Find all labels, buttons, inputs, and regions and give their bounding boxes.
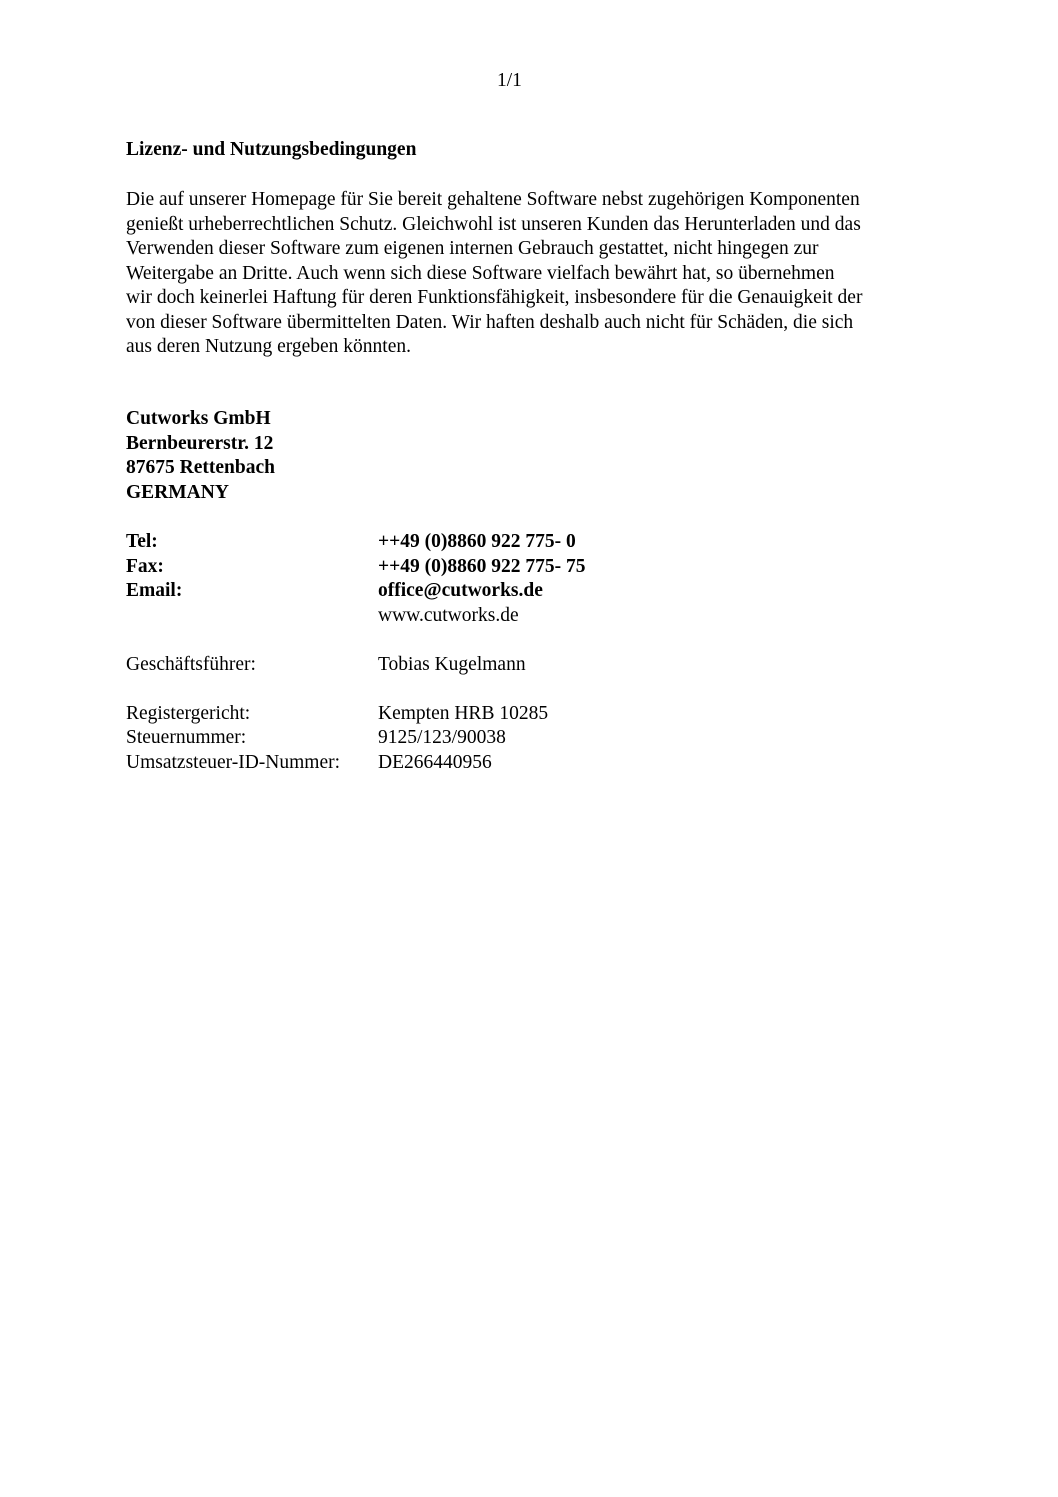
email-label: Email: — [126, 580, 183, 601]
paragraph-line: wir doch keinerlei Haftung für deren Funktionsfähigkeit, insbesondere für die Genauigkeit der — [126, 287, 863, 308]
paragraph-line: Verwenden dieser Software zum eigenen internen Gebrauch gestattet, nicht hingegen zur — [126, 238, 819, 259]
license-paragraph — [126, 188, 946, 360]
st-label: Steuernummer: — [126, 727, 247, 748]
fax-label: Fax: — [126, 556, 164, 577]
tel-value: ++49 (0)8860 922 775- 0 — [378, 531, 576, 552]
country: GERMANY — [126, 482, 229, 503]
gf-label: Geschäftsführer: — [126, 654, 256, 675]
paragraph-line: Die auf unserer Homepage für Sie bereit gehaltene Software nebst zugehörigen Komponenten — [126, 189, 860, 210]
st-value: 9125/123/90038 — [378, 727, 506, 748]
email-value[interactable]: office@cutworks.de — [378, 580, 543, 601]
ust-label: Umsatzsteuer-ID-Nummer: — [126, 752, 341, 773]
street: Bernbeurerstr. 12 — [126, 433, 274, 454]
reg-label: Registergericht: — [126, 703, 251, 724]
paragraph-line: aus deren Nutzung ergeben könnten. — [126, 336, 412, 357]
fax-value: ++49 (0)8860 922 775- 75 — [378, 556, 586, 577]
ust-value: DE266440956 — [378, 752, 492, 773]
tel-label: Tel: — [126, 531, 158, 552]
page-number: 1/1 — [497, 70, 522, 91]
gf-value: Tobias Kugelmann — [378, 654, 526, 675]
company-name: Cutworks GmbH — [126, 408, 271, 429]
reg-value: Kempten HRB 10285 — [378, 703, 549, 724]
city: 87675 Rettenbach — [126, 457, 275, 478]
document-title: Lizenz- und Nutzungsbedingungen — [126, 139, 417, 160]
paragraph-line: von dieser Software übermittelten Daten. Wir haften deshalb auch nicht für Schäden, die sich — [126, 311, 854, 333]
paragraph-line: Weitergabe an Dritte. Auch wenn sich diese Software vielfach bewährt hat, so übernehmen — [126, 262, 835, 284]
website[interactable]: www.cutworks.de — [378, 605, 519, 626]
paragraph-line: genießt urheberrechtlichen Schutz. Gleichwohl ist unseren Kunden das Herunterladen und das — [126, 213, 861, 235]
